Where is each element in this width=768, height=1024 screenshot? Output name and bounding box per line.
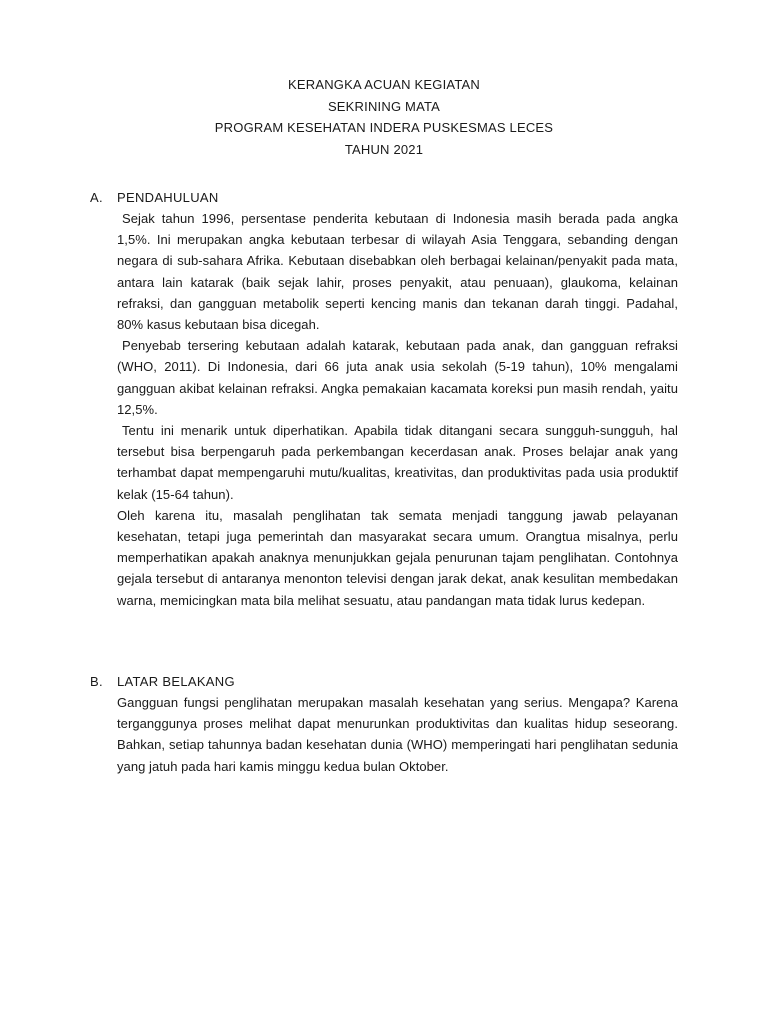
paragraph: Tentu ini menarik untuk diperhatikan. Apabila tidak ditangani secara sungguh-sungguh, hal tersebut bisa berpengaruh pada perkembangan kecerdasan anak. Proses belajar anak yang terhambat dapat mempengaruhi mutu/kualitas, kreativitas, dan produktivitas pada usia produktif kelak (15-64 tahun). xyxy=(117,423,678,502)
title-line-2: SEKRINING MATA xyxy=(327,98,441,114)
paragraph: Penyebab tersering kebutaan adalah katarak, kebutaan pada anak, dan gangguan refraksi (WHO, 2011). Di Indonesia, dari 66 juta anak usia sekolah (5-19 tahun), 10% mengalami gangguan akibat kelainan refraksi. Angka pemakaian kacamata koreksi pun masih rendah, yaitu 12,5%. xyxy=(117,338,678,417)
section-pendahuluan xyxy=(90,187,678,611)
title-line-1: KERANGKA ACUAN KEGIATAN xyxy=(288,77,480,92)
section-heading-text: PENDAHULUAN xyxy=(117,190,219,205)
section-letter: A. xyxy=(90,190,103,205)
section-letter: B. xyxy=(90,674,103,689)
document-title xyxy=(0,74,768,160)
title-line-3: PROGRAM KESEHATAN INDERA PUSKESMAS LECES xyxy=(214,120,554,135)
paragraph: Gangguan fungsi penglihatan merupakan masalah kesehatan yang serius. Mengapa? Karena terganggunya proses melihat dapat menurunkan produktivitas dan kualitas hidup seseorang. Bahkan, setiap tahunnya badan kesehatan dunia (WHO) memperingati hari penglihatan sedunia yang jatuh pada hari kamis minggu kedua bulan Oktober. xyxy=(117,695,678,774)
section-heading-text: LATAR BELAKANG xyxy=(117,674,235,689)
paragraph: Oleh karena itu, masalah penglihatan tak semata menjadi tanggung jawab pelayanan kesehatan, tetapi juga pemerintah dan masyarakat secara umum. Orangtua misalnya, perlu memperhatikan apakah anaknya menunjukkan gejala penurunan tajam penglihatan. Contohnya gejala tersebut di antaranya menonton televisi dengan jarak dekat, anak kesulitan membedakan warna, memicingkan mata bila melihat sesuatu, atau pandangan mata tidak lurus kedepan. xyxy=(117,507,678,608)
section-latar-belakang xyxy=(90,671,678,777)
section-heading xyxy=(90,671,678,692)
section-heading xyxy=(90,187,678,208)
paragraph: Sejak tahun 1996, persentase penderita kebutaan di Indonesia masih berada pada angka 1,5%. Ini merupakan angka kebutaan terbesar di wilayah Asia Tenggara, sebanding dengan negara di sub-sahara Afrika. Kebutaan disebabkan oleh berbagai kelainan/penyakit pada mata, antara lain katarak (baik sejak lahir, proses penyakit, atau penuaan), glaukoma, kelainan refraksi, dan gangguan metabolik seperti kencing manis dan tekanan darah tinggi. Padahal, 80% kasus kebutaan bisa dicegah. xyxy=(117,211,678,333)
title-line-4: TAHUN 2021 xyxy=(344,141,424,157)
